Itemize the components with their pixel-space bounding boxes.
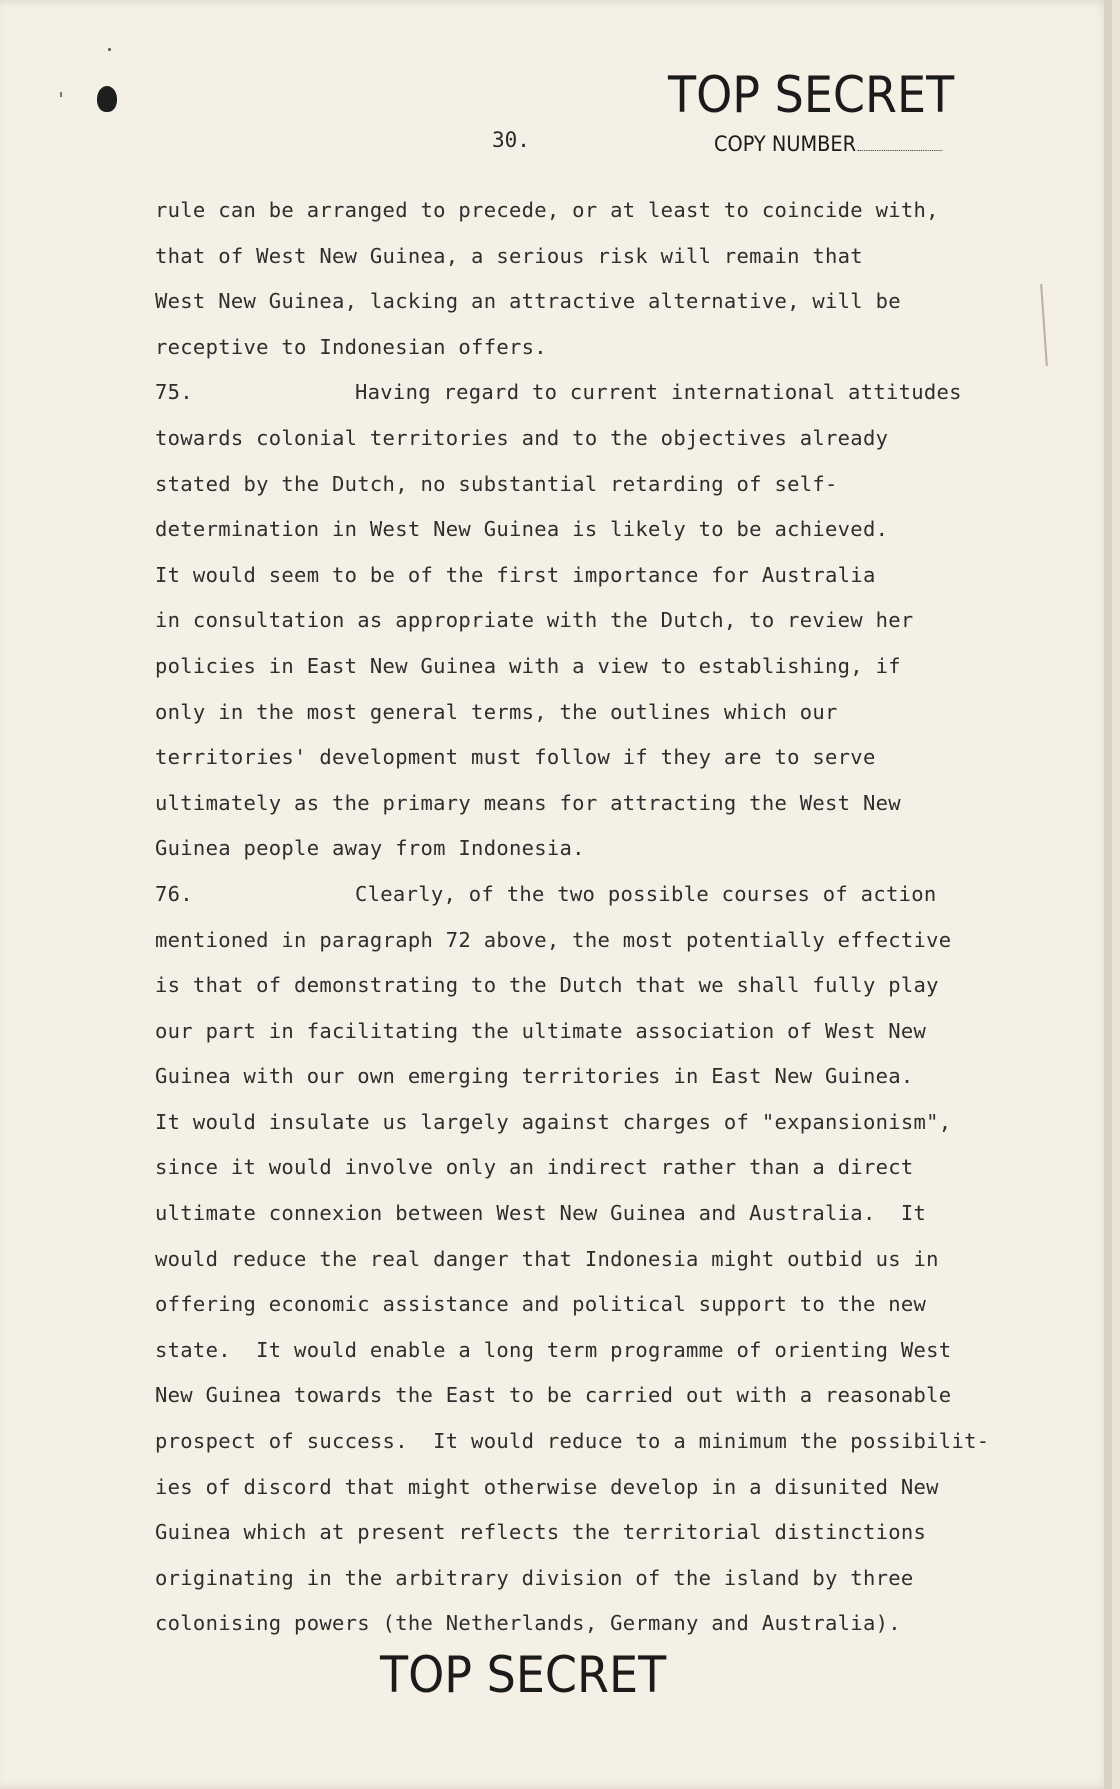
text-line bbox=[155, 1100, 1055, 1146]
paper-speck bbox=[60, 92, 62, 97]
line-text: Clearly, of the two possible courses of action bbox=[355, 881, 937, 906]
text-line bbox=[155, 963, 1055, 1009]
line-text: originating in the arbitrary division of the island by three bbox=[155, 1565, 914, 1590]
line-text: our part in facilitating the ultimate association of West New bbox=[155, 1018, 927, 1043]
text-line bbox=[155, 234, 1055, 280]
line-text: since it would involve only an indirect rather than a direct bbox=[155, 1155, 914, 1180]
text-line bbox=[155, 781, 1055, 827]
line-text: prospect of success. It would reduce to a minimum the possibilit- bbox=[155, 1429, 990, 1454]
line-text: mentioned in paragraph 72 above, the most potentially effective bbox=[155, 927, 952, 952]
line-text: ultimate connexion between West New Guinea and Australia. It bbox=[155, 1201, 927, 1226]
text-line bbox=[155, 462, 1055, 508]
line-text: It would seem to be of the first importance for Australia bbox=[155, 562, 876, 587]
line-text: ultimately as the primary means for attracting the West New bbox=[155, 790, 901, 815]
text-line bbox=[155, 370, 1055, 416]
text-line bbox=[155, 918, 1055, 964]
line-text: Guinea which at present reflects the territorial distinctions bbox=[155, 1520, 927, 1545]
line-text: policies in East New Guinea with a view to establishing, if bbox=[155, 653, 901, 678]
paragraph-number: 75. bbox=[155, 380, 193, 405]
text-line bbox=[155, 507, 1055, 553]
paper-speck bbox=[108, 48, 111, 51]
document-body bbox=[155, 188, 1055, 1647]
line-text: in consultation as appropriate with the Dutch, to review her bbox=[155, 608, 914, 633]
text-line bbox=[155, 1282, 1055, 1328]
line-text: offering economic assistance and political support to the new bbox=[155, 1292, 927, 1317]
text-line bbox=[155, 826, 1055, 872]
line-text: colonising powers (the Netherlands, Germany and Australia). bbox=[155, 1611, 901, 1636]
text-line bbox=[155, 325, 1055, 371]
line-text: stated by the Dutch, no substantial retarding of self- bbox=[155, 471, 838, 496]
copy-number-label: COPY NUMBER bbox=[714, 132, 857, 156]
copy-number-blank-line bbox=[858, 150, 943, 151]
text-line bbox=[155, 1556, 1055, 1602]
line-text: West New Guinea, lacking an attractive alternative, will be bbox=[155, 289, 901, 314]
line-text: Having regard to current international attitudes bbox=[355, 380, 962, 405]
page-edge-shadow bbox=[1104, 0, 1112, 1789]
classification-header: TOP SECRET bbox=[668, 66, 955, 124]
line-text: only in the most general terms, the outlines which our bbox=[155, 699, 838, 724]
text-line bbox=[155, 1328, 1055, 1374]
line-text: would reduce the real danger that Indonesia might outbid us in bbox=[155, 1246, 939, 1271]
text-line bbox=[155, 735, 1055, 781]
text-line bbox=[155, 690, 1055, 736]
line-text: rule can be arranged to precede, or at least to coincide with, bbox=[155, 198, 939, 222]
punch-hole-mark bbox=[97, 86, 117, 112]
text-line bbox=[155, 1191, 1055, 1237]
line-text: determination in West New Guinea is likely to be achieved. bbox=[155, 517, 889, 542]
line-text: that of West New Guinea, a serious risk will remain that bbox=[155, 243, 863, 268]
line-text: It would insulate us largely against charges of "expansionism", bbox=[155, 1109, 952, 1134]
copy-number-field bbox=[714, 132, 943, 156]
text-line bbox=[155, 872, 1055, 918]
line-text: is that of demonstrating to the Dutch that we shall fully play bbox=[155, 973, 939, 998]
line-text: Guinea people away from Indonesia. bbox=[155, 836, 585, 861]
text-line bbox=[155, 1419, 1055, 1465]
text-line bbox=[155, 279, 1055, 325]
page-number: 30. bbox=[492, 128, 530, 152]
classification-footer: TOP SECRET bbox=[380, 1646, 667, 1704]
text-line bbox=[155, 1510, 1055, 1556]
text-line bbox=[155, 1009, 1055, 1055]
text-line bbox=[155, 1465, 1055, 1511]
line-text: ies of discord that might otherwise develop in a disunited New bbox=[155, 1474, 939, 1499]
text-line bbox=[155, 1054, 1055, 1100]
text-line bbox=[155, 1601, 1055, 1647]
text-line bbox=[155, 553, 1055, 599]
paragraph-number: 76. bbox=[155, 881, 193, 906]
line-text: Guinea with our own emerging territories in East New Guinea. bbox=[155, 1064, 914, 1089]
text-line bbox=[155, 1145, 1055, 1191]
line-text: receptive to Indonesian offers. bbox=[155, 334, 547, 359]
text-line bbox=[155, 416, 1055, 462]
text-line bbox=[155, 188, 1055, 234]
text-line bbox=[155, 1237, 1055, 1283]
line-text: territories' development must follow if they are to serve bbox=[155, 745, 876, 770]
text-line bbox=[155, 644, 1055, 690]
line-text: state. It would enable a long term programme of orienting West bbox=[155, 1337, 952, 1362]
text-line bbox=[155, 1373, 1055, 1419]
line-text: towards colonial territories and to the objectives already bbox=[155, 425, 889, 450]
line-text: New Guinea towards the East to be carried out with a reasonable bbox=[155, 1383, 952, 1408]
text-line bbox=[155, 598, 1055, 644]
